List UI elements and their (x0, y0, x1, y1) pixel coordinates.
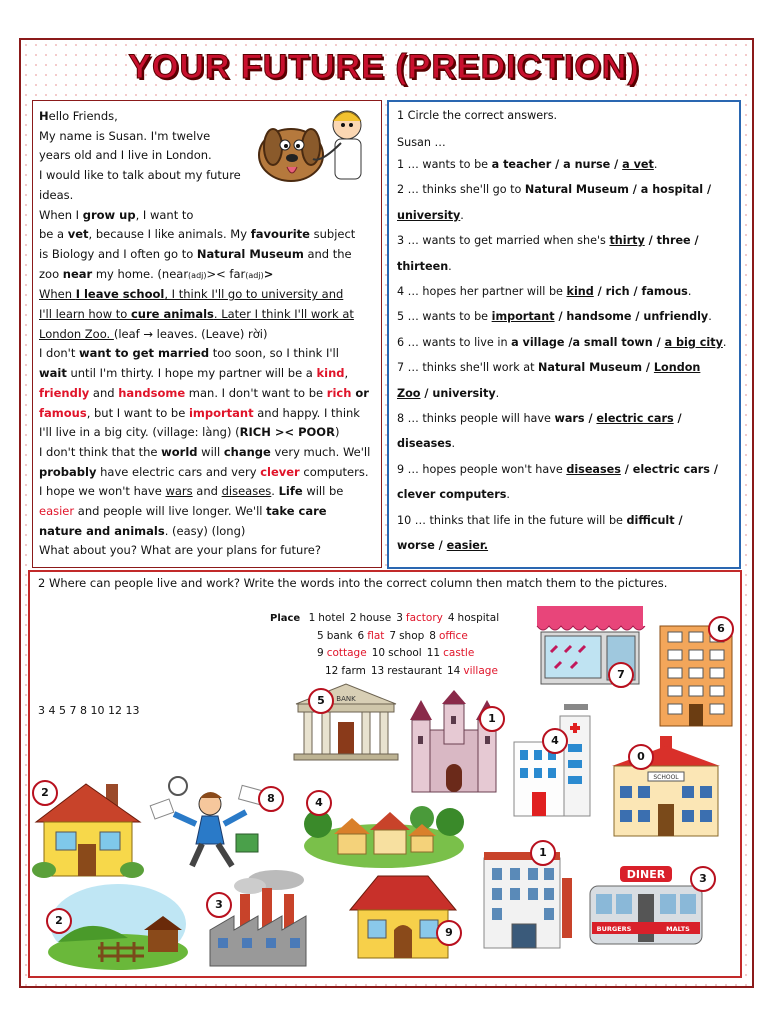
quiz-q1: 1 … wants to be a teacher / a nurse / a vet. (397, 158, 658, 171)
place-word-13 (371, 665, 442, 677)
diner-sign: DINER (626, 868, 666, 881)
page-title: YOUR FUTURE (PREDICTION) (128, 48, 640, 86)
picture-number-hotel: 1 (530, 840, 556, 866)
place-word-9 (317, 647, 367, 659)
picture-number-village: 4 (306, 790, 332, 816)
picture-number-bank: 5 (308, 688, 334, 714)
places-label: Place (270, 613, 301, 624)
place-word-10 (372, 647, 422, 659)
places-section (28, 570, 742, 978)
quiz-q2: 2 … thinks she'll go to Natural Museum / a hospital / (397, 183, 712, 197)
picture-number-hospital: 4 (542, 728, 568, 754)
place-name: castle (443, 647, 475, 659)
place-name: cottage (326, 647, 367, 659)
place-name: hotel (318, 612, 345, 624)
place-word-7 (389, 630, 424, 642)
diner-picture (586, 862, 706, 946)
hospital-picture (512, 702, 606, 818)
place-number: 6 (357, 629, 365, 642)
place-word-5 (317, 630, 353, 642)
factory-picture (206, 868, 326, 968)
picture-number-flat: 6 (708, 616, 734, 642)
place-word-12 (325, 665, 366, 677)
castle-picture (410, 690, 498, 794)
place-number: 11 (426, 647, 441, 659)
place-number: 13 (370, 664, 385, 677)
picture-number-diner: 3 (690, 866, 716, 892)
place-name: hospital (457, 612, 500, 624)
place-name: village (463, 664, 498, 677)
bank-picture (292, 682, 400, 762)
quiz-q5: 5 … wants to be important / handsome / unfriendly. (397, 310, 712, 324)
quiz-subject: Susan … (397, 136, 446, 149)
section2-heading: 2 Where can people live and work? Write the words into the correct column then match them to the pictures. (38, 576, 668, 590)
place-word-6 (358, 630, 385, 642)
quiz-box (387, 100, 741, 569)
quiz-q8: 8 … thinks people will have wars / electric cars / (397, 412, 682, 426)
office-picture (148, 774, 268, 870)
place-name: school (388, 647, 422, 659)
place-name: factory (405, 612, 443, 624)
quiz-heading: 1 Circle the correct answers. (397, 109, 558, 122)
place-number: 9 (317, 647, 324, 659)
place-word-2 (350, 612, 391, 624)
hotel-picture (482, 848, 590, 950)
places-word-bank (270, 610, 499, 680)
answer-line: 3 4 5 7 8 10 12 13 (38, 704, 140, 717)
picture-number-castle: 1 (479, 706, 505, 732)
cottage-picture (348, 872, 458, 960)
school-sign: SCHOOL (653, 774, 679, 781)
quiz-q6: 6 … wants to live in a village /a small town / a big city. (397, 335, 727, 349)
quiz-q7: 7 … thinks she'll work at Natural Museum / London (397, 361, 701, 375)
quiz-q3: 3 … wants to get married when she's thirty / three / (397, 234, 699, 248)
burgers-sign: BURGERS (596, 925, 632, 933)
place-word-3 (396, 612, 443, 624)
school-picture (610, 734, 722, 838)
place-name: house (359, 612, 392, 624)
place-name: flat (367, 629, 385, 642)
place-number: 14 (447, 664, 461, 677)
picture-number-cottage: 9 (436, 920, 462, 946)
place-word-14 (447, 665, 498, 677)
place-number: 8 (429, 629, 436, 642)
picture-number-shop: 7 (608, 662, 634, 688)
place-number: 12 (325, 664, 339, 677)
place-name: restaurant (387, 664, 442, 677)
picture-number-school: 0 (628, 744, 654, 770)
letter-text: Hello Friends, My name is Susan. I'm twelve years old and I live in London. I would like to talk about my future ideas. When I grow up, I want to be a vet, because I like animals. My favourite subject is Biology and I often go to Natural Museum and the zoo near my home. (near(adj)>< far(adj)> When I leave school, I think I'll go to university and I'll learn how to cure animals. Later I think I'll work at London Zoo. (leaf → leaves. (Leave) rời) I don't want to get married too soon, so I think I'll wait until I'm thirty. I hope my partner will be a kind, friendly and handsome man. I don't want to be rich or famous, but I want to be important and happy. I think I'll live in a big city. (village: làng) (RICH >< POOR) I don't think that the world will change very much. We'll probably have electric cars and very clever computers. I hope we won't have wars and diseases. Life will be easier and people will live longer. We'll take care nature and animals. (easy) (long) What about you? What are your plans for future? (39, 109, 371, 558)
place-word-4 (448, 612, 499, 624)
place-word-1 (309, 612, 345, 624)
place-number: 5 (317, 629, 324, 642)
quiz-q9: 9 … hopes people won't have diseases / electric cars / (397, 462, 718, 476)
place-name: office (438, 629, 468, 642)
place-word-8 (429, 630, 468, 642)
place-number: 7 (389, 629, 397, 642)
place-number: 4 (447, 612, 455, 624)
picture-number-office: 8 (258, 786, 284, 812)
quiz-q10: 10 … thinks that life in the future will be difficult / (397, 513, 683, 527)
picture-number-house: 2 (32, 780, 58, 806)
quiz-text: 1 Circle the correct answers. Susan … 1 … wants to be a teacher / a nurse / a vet. 2 … thinks she'll go to Natural Museum / a hospital / university. 3 … wants to get married when she's thirty / three / thirteen. 4 … hopes her partner will be kind / rich / famous. 5 … wants to be important / handsome / unfriendly. 6 … wants to live in a village /a small town / a big city. 7 … thinks she'll work at Natural Museum / London Zoo / university. 8 … thinks people will have wars / electric cars / diseases. 9 … hopes people won't have diseases / electric cars / clever computers. 10 … thinks that life in the future will be difficult / worse / easier. (397, 108, 735, 559)
place-name: bank (326, 629, 353, 642)
quiz-q4: 4 … hopes her partner will be kind / rich / famous. (397, 285, 692, 299)
bank-sign: BANK (336, 695, 356, 703)
place-name: farm (341, 664, 366, 677)
place-word-11 (427, 647, 475, 659)
malts-sign: MALTS (666, 925, 690, 933)
picture-number-factory: 3 (206, 892, 232, 918)
letter-box (32, 100, 382, 568)
picture-number-farm: 2 (46, 908, 72, 934)
hotel-sign: HOTEL (583, 897, 590, 919)
place-number: 1 (308, 612, 316, 624)
place-name: shop (399, 629, 425, 642)
place-number: 10 (371, 647, 386, 659)
place-number: 3 (396, 612, 403, 624)
place-number: 2 (349, 612, 357, 624)
